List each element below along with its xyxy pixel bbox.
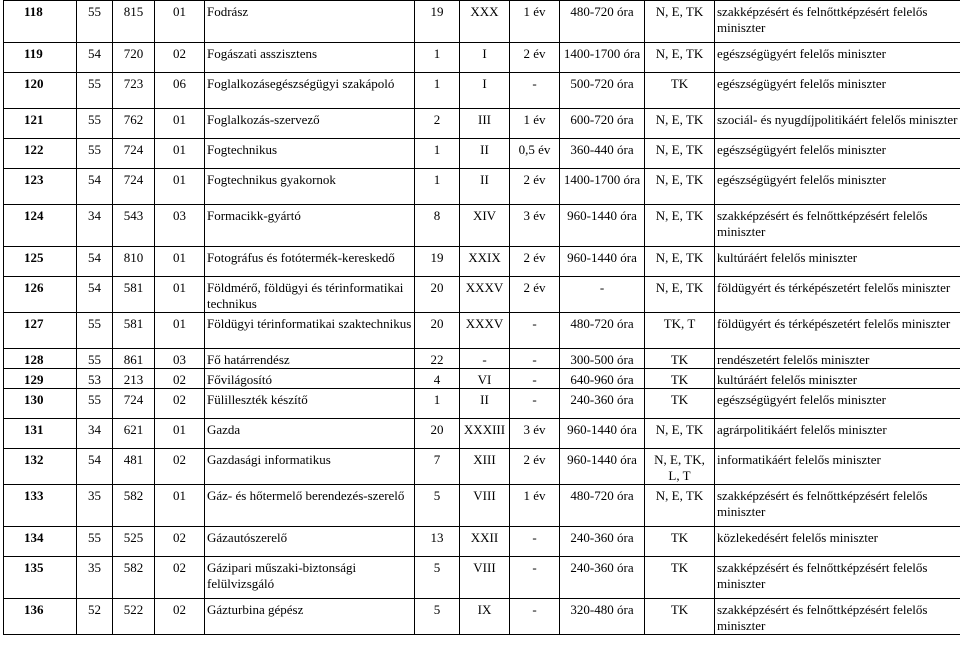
code-part3-cell: 01 [155, 247, 205, 277]
code-part2-cell: 815 [113, 1, 155, 43]
qualification-name-cell: Fővilágosító [205, 369, 415, 389]
code-part2-cell: 724 [113, 389, 155, 419]
code-part3-cell: 02 [155, 369, 205, 389]
field-roman-cell: - [460, 349, 510, 369]
qualification-name-cell: Fő határrendész [205, 349, 415, 369]
exam-type-cell: TK [645, 599, 715, 635]
code-part3-cell: 01 [155, 277, 205, 313]
exam-type-cell: N, E, TK [645, 43, 715, 73]
code-part2-cell: 543 [113, 205, 155, 247]
qualification-name-cell: Gáz- és hőtermelő berendezés-szerelő [205, 485, 415, 527]
field-roman-cell: XIII [460, 449, 510, 485]
field-number-cell: 5 [415, 599, 460, 635]
exam-type-cell: N, E, TK [645, 277, 715, 313]
qualification-name-cell: Fotográfus és fotótermék-kereskedő [205, 247, 415, 277]
row-number-cell: 123 [4, 169, 77, 205]
qualification-name-cell: Foglalkozásegészségügyi szakápoló [205, 73, 415, 109]
qualification-name-cell: Földügyi térinformatikai szaktechnikus [205, 313, 415, 349]
row-number-cell: 134 [4, 527, 77, 557]
code-part3-cell: 02 [155, 599, 205, 635]
code-part3-cell: 06 [155, 73, 205, 109]
row-number-cell: 136 [4, 599, 77, 635]
row-number-cell: 119 [4, 43, 77, 73]
code-part3-cell: 02 [155, 557, 205, 599]
field-number-cell: 22 [415, 349, 460, 369]
hours-cell: 1400-1700 óra [560, 169, 645, 205]
duration-cell: 1 év [510, 1, 560, 43]
code-part3-cell: 01 [155, 485, 205, 527]
field-roman-cell: XXXV [460, 277, 510, 313]
qualification-name-cell: Fodrász [205, 1, 415, 43]
code-part3-cell: 01 [155, 139, 205, 169]
qualification-name-cell: Fülilleszték készítő [205, 389, 415, 419]
table-row [4, 557, 960, 599]
exam-type-cell: N, E, TK [645, 247, 715, 277]
code-part3-cell: 02 [155, 389, 205, 419]
field-number-cell: 5 [415, 485, 460, 527]
duration-cell: - [510, 349, 560, 369]
responsible-minister-cell: egészségügyért felelős miniszter [715, 139, 960, 169]
row-number-cell: 129 [4, 369, 77, 389]
field-roman-cell: VI [460, 369, 510, 389]
row-number-cell: 127 [4, 313, 77, 349]
row-number-cell: 124 [4, 205, 77, 247]
field-roman-cell: III [460, 109, 510, 139]
field-number-cell: 20 [415, 419, 460, 449]
code-part3-cell: 02 [155, 527, 205, 557]
responsible-minister-cell: szociál- és nyugdíjpolitikáért felelős miniszter [715, 109, 960, 139]
field-roman-cell: XXXIII [460, 419, 510, 449]
qualification-name-cell: Gazda [205, 419, 415, 449]
table-row [4, 419, 960, 449]
code-part2-cell: 724 [113, 139, 155, 169]
field-roman-cell: XXII [460, 527, 510, 557]
field-number-cell: 1 [415, 43, 460, 73]
responsible-minister-cell: földügyért és térképészetért felelős miniszter [715, 313, 960, 349]
field-roman-cell: I [460, 43, 510, 73]
field-roman-cell: II [460, 139, 510, 169]
duration-cell: - [510, 369, 560, 389]
responsible-minister-cell: egészségügyért felelős miniszter [715, 43, 960, 73]
code-part3-cell: 01 [155, 1, 205, 43]
hours-cell: 960-1440 óra [560, 205, 645, 247]
exam-type-cell: TK [645, 557, 715, 599]
duration-cell: 0,5 év [510, 139, 560, 169]
exam-type-cell: TK [645, 527, 715, 557]
hours-cell: 500-720 óra [560, 73, 645, 109]
hours-cell: 240-360 óra [560, 389, 645, 419]
row-number-cell: 135 [4, 557, 77, 599]
qualification-name-cell: Fogászati asszisztens [205, 43, 415, 73]
table-row [4, 169, 960, 205]
code-part2-cell: 720 [113, 43, 155, 73]
qualification-name-cell: Gázipari műszaki-biztonsági felülvizsgáló [205, 557, 415, 599]
table-row [4, 349, 960, 369]
responsible-minister-cell: kultúráért felelős miniszter [715, 247, 960, 277]
code-part1-cell: 34 [77, 419, 113, 449]
table-row [4, 527, 960, 557]
code-part3-cell: 02 [155, 43, 205, 73]
code-part3-cell: 01 [155, 313, 205, 349]
code-part2-cell: 621 [113, 419, 155, 449]
table-row [4, 1, 960, 43]
code-part3-cell: 01 [155, 109, 205, 139]
field-roman-cell: XXIX [460, 247, 510, 277]
code-part1-cell: 54 [77, 277, 113, 313]
table-row [4, 313, 960, 349]
row-number-cell: 133 [4, 485, 77, 527]
field-number-cell: 4 [415, 369, 460, 389]
row-number-cell: 131 [4, 419, 77, 449]
responsible-minister-cell: szakképzésért és felnőttképzésért felelős miniszter [715, 1, 960, 43]
hours-cell: 240-360 óra [560, 557, 645, 599]
responsible-minister-cell: szakképzésért és felnőttképzésért felelős miniszter [715, 485, 960, 527]
qualification-name-cell: Gazdasági informatikus [205, 449, 415, 485]
responsible-minister-cell: szakképzésért és felnőttképzésért felelős miniszter [715, 557, 960, 599]
code-part1-cell: 35 [77, 485, 113, 527]
field-roman-cell: I [460, 73, 510, 109]
row-number-cell: 122 [4, 139, 77, 169]
table-row [4, 369, 960, 389]
duration-cell: 2 év [510, 449, 560, 485]
code-part1-cell: 55 [77, 389, 113, 419]
code-part1-cell: 54 [77, 43, 113, 73]
code-part2-cell: 582 [113, 557, 155, 599]
hours-cell: 960-1440 óra [560, 247, 645, 277]
code-part1-cell: 55 [77, 349, 113, 369]
exam-type-cell: TK, T [645, 313, 715, 349]
code-part2-cell: 481 [113, 449, 155, 485]
table-row [4, 599, 960, 635]
hours-cell: 320-480 óra [560, 599, 645, 635]
field-number-cell: 1 [415, 139, 460, 169]
row-number-cell: 132 [4, 449, 77, 485]
exam-type-cell: N, E, TK [645, 109, 715, 139]
responsible-minister-cell: földügyért és térképészetért felelős miniszter [715, 277, 960, 313]
exam-type-cell: N, E, TK [645, 419, 715, 449]
code-part3-cell: 01 [155, 169, 205, 205]
table-row [4, 43, 960, 73]
duration-cell: - [510, 557, 560, 599]
row-number-cell: 130 [4, 389, 77, 419]
field-roman-cell: VIII [460, 485, 510, 527]
code-part1-cell: 34 [77, 205, 113, 247]
field-number-cell: 5 [415, 557, 460, 599]
field-number-cell: 1 [415, 169, 460, 205]
code-part3-cell: 01 [155, 419, 205, 449]
qualification-name-cell: Fogtechnikus gyakornok [205, 169, 415, 205]
code-part2-cell: 810 [113, 247, 155, 277]
table-row [4, 389, 960, 419]
hours-cell: 360-440 óra [560, 139, 645, 169]
exam-type-cell: TK [645, 73, 715, 109]
hours-cell: 300-500 óra [560, 349, 645, 369]
hours-cell: 960-1440 óra [560, 419, 645, 449]
code-part2-cell: 582 [113, 485, 155, 527]
responsible-minister-cell: közlekedésért felelős miniszter [715, 527, 960, 557]
hours-cell: - [560, 277, 645, 313]
row-number-cell: 125 [4, 247, 77, 277]
row-number-cell: 121 [4, 109, 77, 139]
field-number-cell: 7 [415, 449, 460, 485]
exam-type-cell: TK [645, 349, 715, 369]
responsible-minister-cell: informatikáért felelős miniszter [715, 449, 960, 485]
code-part2-cell: 525 [113, 527, 155, 557]
field-number-cell: 20 [415, 313, 460, 349]
table-row [4, 485, 960, 527]
table-row [4, 109, 960, 139]
responsible-minister-cell: szakképzésért és felnőttképzésért felelős miniszter [715, 205, 960, 247]
hours-cell: 480-720 óra [560, 485, 645, 527]
hours-cell: 240-360 óra [560, 527, 645, 557]
qualification-name-cell: Formacikk-gyártó [205, 205, 415, 247]
row-number-cell: 126 [4, 277, 77, 313]
code-part2-cell: 723 [113, 73, 155, 109]
code-part1-cell: 53 [77, 369, 113, 389]
field-roman-cell: II [460, 169, 510, 205]
responsible-minister-cell: egészségügyért felelős miniszter [715, 389, 960, 419]
duration-cell: 3 év [510, 205, 560, 247]
code-part1-cell: 52 [77, 599, 113, 635]
responsible-minister-cell: egészségügyért felelős miniszter [715, 73, 960, 109]
field-roman-cell: XXXV [460, 313, 510, 349]
hours-cell: 600-720 óra [560, 109, 645, 139]
responsible-minister-cell: rendészetért felelős miniszter [715, 349, 960, 369]
code-part2-cell: 213 [113, 369, 155, 389]
duration-cell: - [510, 599, 560, 635]
exam-type-cell: N, E, TK [645, 1, 715, 43]
duration-cell: - [510, 527, 560, 557]
duration-cell: 1 év [510, 109, 560, 139]
hours-cell: 480-720 óra [560, 313, 645, 349]
table-row [4, 449, 960, 485]
responsible-minister-cell: szakképzésért és felnőttképzésért felelős miniszter [715, 599, 960, 635]
field-number-cell: 19 [415, 247, 460, 277]
code-part2-cell: 581 [113, 277, 155, 313]
duration-cell: 2 év [510, 169, 560, 205]
duration-cell: - [510, 389, 560, 419]
field-number-cell: 20 [415, 277, 460, 313]
exam-type-cell: TK [645, 369, 715, 389]
field-number-cell: 13 [415, 527, 460, 557]
row-number-cell: 128 [4, 349, 77, 369]
table-row [4, 73, 960, 109]
code-part1-cell: 54 [77, 449, 113, 485]
exam-type-cell: N, E, TK [645, 169, 715, 205]
code-part2-cell: 762 [113, 109, 155, 139]
field-number-cell: 2 [415, 109, 460, 139]
duration-cell: 2 év [510, 277, 560, 313]
field-roman-cell: XXX [460, 1, 510, 43]
hours-cell: 1400-1700 óra [560, 43, 645, 73]
responsible-minister-cell: kultúráért felelős miniszter [715, 369, 960, 389]
duration-cell: 1 év [510, 485, 560, 527]
code-part2-cell: 724 [113, 169, 155, 205]
field-roman-cell: IX [460, 599, 510, 635]
qualification-name-cell: Gázautószerelő [205, 527, 415, 557]
responsible-minister-cell: agrárpolitikáért felelős miniszter [715, 419, 960, 449]
table-row [4, 139, 960, 169]
code-part3-cell: 02 [155, 449, 205, 485]
qualification-name-cell: Földmérő, földügyi és térinformatikai technikus [205, 277, 415, 313]
field-number-cell: 19 [415, 1, 460, 43]
qualification-name-cell: Gázturbina gépész [205, 599, 415, 635]
exam-type-cell: N, E, TK [645, 139, 715, 169]
table-row [4, 247, 960, 277]
exam-type-cell: N, E, TK, L, T [645, 449, 715, 485]
code-part2-cell: 522 [113, 599, 155, 635]
duration-cell: 3 év [510, 419, 560, 449]
duration-cell: 2 év [510, 43, 560, 73]
field-roman-cell: XIV [460, 205, 510, 247]
field-number-cell: 8 [415, 205, 460, 247]
responsible-minister-cell: egészségügyért felelős miniszter [715, 169, 960, 205]
code-part1-cell: 35 [77, 557, 113, 599]
duration-cell: - [510, 313, 560, 349]
code-part1-cell: 55 [77, 139, 113, 169]
table-body [4, 1, 960, 635]
duration-cell: - [510, 73, 560, 109]
row-number-cell: 118 [4, 1, 77, 43]
qualification-name-cell: Foglalkozás-szervező [205, 109, 415, 139]
code-part1-cell: 55 [77, 73, 113, 109]
exam-type-cell: TK [645, 389, 715, 419]
code-part3-cell: 03 [155, 349, 205, 369]
field-roman-cell: VIII [460, 557, 510, 599]
code-part1-cell: 55 [77, 1, 113, 43]
exam-type-cell: N, E, TK [645, 485, 715, 527]
code-part1-cell: 54 [77, 169, 113, 205]
qualification-name-cell: Fogtechnikus [205, 139, 415, 169]
hours-cell: 960-1440 óra [560, 449, 645, 485]
field-number-cell: 1 [415, 73, 460, 109]
code-part1-cell: 55 [77, 313, 113, 349]
duration-cell: 2 év [510, 247, 560, 277]
qualification-table [3, 0, 960, 635]
code-part1-cell: 55 [77, 109, 113, 139]
code-part2-cell: 581 [113, 313, 155, 349]
code-part2-cell: 861 [113, 349, 155, 369]
field-number-cell: 1 [415, 389, 460, 419]
hours-cell: 640-960 óra [560, 369, 645, 389]
row-number-cell: 120 [4, 73, 77, 109]
exam-type-cell: N, E, TK [645, 205, 715, 247]
table-row [4, 205, 960, 247]
code-part3-cell: 03 [155, 205, 205, 247]
table-row [4, 277, 960, 313]
hours-cell: 480-720 óra [560, 1, 645, 43]
field-roman-cell: II [460, 389, 510, 419]
code-part1-cell: 55 [77, 527, 113, 557]
code-part1-cell: 54 [77, 247, 113, 277]
